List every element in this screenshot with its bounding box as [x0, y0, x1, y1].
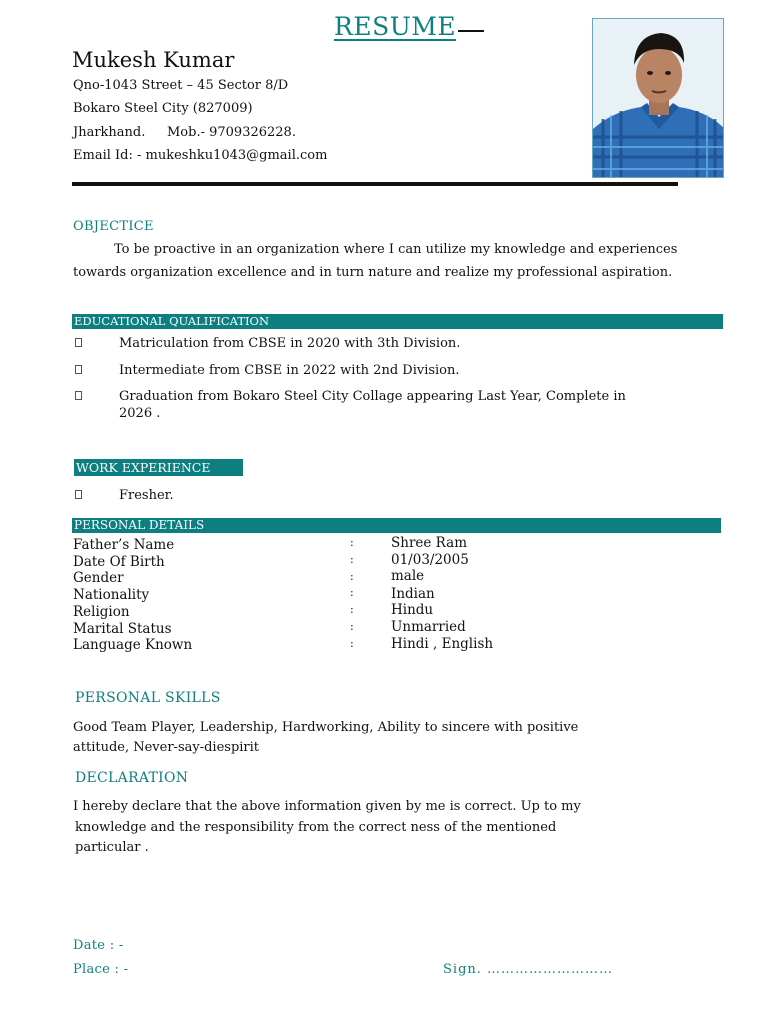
- detail-label-language: Language Known: [73, 637, 193, 653]
- personal-details-heading: PERSONAL DETAILS: [74, 518, 205, 532]
- email-text: Email Id: - mukeshku1043@gmail.com: [73, 148, 328, 163]
- skills-heading: PERSONAL SKILLS: [75, 690, 221, 706]
- detail-label-dob: Date Of Birth: [73, 554, 165, 570]
- detail-separator: :: [350, 637, 354, 650]
- address-line-1: Qno-1043 Street – 45 Sector 8/D: [73, 78, 289, 93]
- signature-label: Sign. ………………………: [443, 962, 614, 977]
- detail-separator: :: [350, 586, 354, 599]
- education-item-3: Graduation from Bokaro Steel City Collage appearing Last Year, Complete in: [119, 389, 626, 404]
- objective-line-2: towards organization excellence and in turn nature and realize my professional aspiration.: [73, 265, 673, 280]
- candidate-name: Mukesh Kumar: [72, 48, 235, 72]
- detail-value-father-name: Shree Ram: [391, 535, 467, 551]
- place-label: Place : -: [73, 962, 129, 977]
- detail-value-religion: Hindu: [391, 602, 434, 618]
- education-item-3-continued: 2026 .: [119, 406, 161, 421]
- objective-heading: OBJECTICE: [73, 219, 154, 234]
- education-heading-bar: [72, 314, 723, 329]
- declaration-heading: DECLARATION: [75, 770, 189, 786]
- detail-label-nationality: Nationality: [73, 587, 150, 603]
- profile-photo-image: [593, 19, 724, 178]
- detail-separator: :: [350, 620, 354, 633]
- checkbox-bullet-icon: [75, 391, 82, 400]
- detail-label-marital-status: Marital Status: [73, 621, 172, 637]
- detail-label-gender: Gender: [73, 570, 124, 586]
- declaration-line-3: particular .: [75, 840, 149, 855]
- detail-value-nationality: Indian: [391, 586, 435, 602]
- education-item-2: Intermediate from CBSE in 2022 with 2nd Division.: [119, 363, 460, 378]
- resume-title-text: RESUME: [334, 12, 457, 41]
- checkbox-bullet-icon: [75, 365, 82, 374]
- checkbox-bullet-icon: [75, 490, 82, 499]
- declaration-line-2: knowledge and the responsibility from the correct ness of the mentioned: [75, 820, 557, 835]
- detail-label-father-name: Father’s Name: [73, 537, 175, 553]
- profile-photo: [592, 18, 724, 178]
- checkbox-bullet-icon: [75, 338, 82, 347]
- skills-line-2: attitude, Never-say-diespirit: [73, 740, 260, 755]
- state-text: Jharkhand.: [73, 125, 146, 140]
- work-experience-heading-bar: [74, 459, 243, 476]
- address-line-2: Bokaro Steel City (827009): [73, 101, 253, 116]
- detail-separator: :: [350, 553, 354, 566]
- detail-value-gender: male: [391, 568, 425, 584]
- objective-line-1: To be proactive in an organization where I can utilize my knowledge and experiences: [114, 242, 678, 257]
- work-experience-heading: WORK EXPERIENCE: [76, 460, 211, 475]
- detail-separator: :: [350, 570, 354, 583]
- declaration-line-1: I hereby declare that the above information given by me is correct. Up to my: [73, 799, 581, 814]
- date-label: Date : -: [73, 938, 124, 953]
- education-item-1: Matriculation from CBSE in 2020 with 3th Division.: [119, 336, 461, 351]
- detail-value-language: Hindi , English: [391, 636, 494, 652]
- personal-details-heading-bar: [72, 518, 721, 533]
- resume-title: [334, 12, 484, 41]
- detail-value-dob: 01/03/2005: [391, 552, 469, 568]
- skills-line-1: Good Team Player, Leadership, Hardworking, Ability to sincere with positive: [73, 720, 579, 735]
- detail-label-religion: Religion: [73, 604, 130, 620]
- work-experience-item: Fresher.: [119, 488, 174, 503]
- mobile-text: Mob.- 9709326228.: [167, 125, 296, 140]
- header-divider: [72, 182, 678, 186]
- education-heading: EDUCATIONAL QUALIFICATION: [74, 314, 270, 328]
- detail-value-marital-status: Unmarried: [391, 619, 466, 635]
- detail-separator: :: [350, 536, 354, 549]
- detail-separator: :: [350, 603, 354, 616]
